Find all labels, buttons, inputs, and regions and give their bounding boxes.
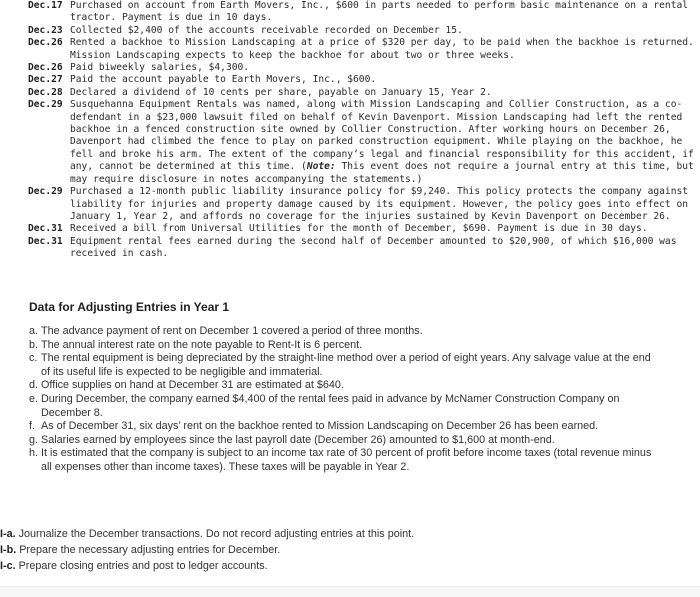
transactions-list — [28, 0, 698, 261]
transaction-text: Purchased a 12-month public liability insurance policy for $9,240. This policy protects the company against liability for injuries and property damage caused by its equipment. However, the policy goes into effect on January 1, Year 2, and affords no coverage for the injuries sustained by Kevin Davenport on December 26. — [70, 186, 689, 222]
note-label: Note: — [306, 161, 336, 173]
transaction-text: Susquehanna Equipment Rentals was named, along with Mission Landscaping and Collier Construction, as a co-defendant in a $23,000 lawsuit filed on behalf of Kevin Davenport. Mission Landscaping had left the rented backhoe in a fenced construction site owned by Collier Construction. After working hours on December 26, Davenport had climbed the fence to play on parked construction equipment. While playing on the backhoe, he fell and broke his arm. The extent of the company’s legal and financial responsibility for this accident, if any, cannot be determined at this time. — [70, 99, 694, 173]
item-letter: e. — [29, 392, 39, 405]
transaction-date: Dec.29 — [28, 186, 63, 198]
transaction-date: Dec.29 — [28, 99, 63, 111]
item-letter: f. — [29, 420, 35, 433]
item-letter: d. — [29, 379, 39, 392]
transaction-entry — [28, 37, 698, 62]
transaction-text: Equipment rental fees earned during the second half of December amounted to $20,900, of which $16,000 was received in cash. — [70, 235, 677, 260]
item-letter: a. — [29, 325, 39, 337]
requirement-text: Prepare closing entries and post to ledger accounts. — [18, 560, 268, 572]
adjusting-item — [29, 379, 661, 393]
transaction-entry — [28, 87, 698, 99]
item-letter: b. — [29, 338, 39, 351]
item-letter: h. — [29, 447, 39, 460]
transaction-entry — [28, 25, 698, 37]
transaction-text: Collected $2,400 of the accounts receivable recorded on December 15. — [70, 24, 463, 36]
requirement-item — [0, 542, 414, 558]
item-text: The rental equipment is being depreciated by the straight-line method over a period of eight years. Any salvage value at the end of its useful life is expected to be negligible and immaterial. — [41, 352, 651, 378]
transaction-entry: Dec.29 Susquehanna Equipment Rentals was named, along with Mission Landscaping and Collier Construction, as a co-defendant in a $23,000 lawsuit filed on behalf of Kevin Davenport. Mission Landscaping had left the rented backhoe in a fenced construction site owned by Collier Construction. After working hours on December 26, Davenport had climbed the fence to play on parked construction equipment. While playing on the backhoe, he fell and broke his arm. The extent of the company’s legal and financial responsibility for this accident, if any, cannot be determined at this time. (Note: This event does not require a journal entry at this time, but may require disclosure in notes accompanying the statements.) — [28, 99, 694, 185]
transaction-date: Dec.31 — [28, 235, 63, 247]
item-text: Office supplies on hand at December 31 are estimated at $640. — [41, 379, 344, 392]
transaction-entry — [28, 223, 698, 235]
adjusting-item — [29, 420, 661, 434]
adjusting-item — [29, 339, 661, 353]
adjusting-list — [29, 325, 661, 475]
transaction-date: Dec.23 — [28, 24, 63, 36]
transaction-entry — [28, 62, 698, 74]
transaction-text: Paid the account payable to Earth Movers, Inc., $600. — [70, 74, 377, 86]
transaction-entry — [28, 0, 698, 25]
item-text: The annual interest rate on the note payable to Rent-It is 6 percent. — [41, 338, 363, 351]
item-text: As of December 31, six days’ rent on the backhoe rented to Mission Landscaping on December 26 has been earned. — [41, 420, 599, 433]
item-text: During December, the company earned $4,400 of the rental fees paid in advance by McNamer Construction Company on December 8. — [41, 392, 620, 419]
transaction-text: Received a bill from Universal Utilities for the month of December, $690. Payment is due in 30 days. — [70, 223, 648, 235]
adjusting-heading: Data for Adjusting Entries in Year 1 — [29, 300, 230, 314]
adjusting-item — [29, 352, 661, 379]
transaction-date: Dec.31 — [28, 223, 63, 235]
adjusting-item — [29, 434, 661, 448]
item-text: The advance payment of rent on December 1 covered a period of three months. — [41, 325, 423, 337]
transaction-date: Dec.26 — [28, 37, 63, 49]
requirement-id: I-c. — [0, 560, 16, 572]
requirements-list — [0, 526, 414, 574]
transaction-date: Dec.28 — [28, 86, 63, 98]
adjusting-item — [29, 447, 661, 474]
transaction-entry — [28, 186, 698, 223]
item-text: It is estimated that the company is subject to an income tax rate of 30 percent of profit before income taxes (total revenue minus all expenses other than income taxes). These taxes will be payable in Year 2. — [41, 447, 652, 473]
item-letter: c. — [29, 352, 38, 365]
transaction-date: Dec.27 — [28, 74, 63, 86]
transaction-entry — [28, 74, 698, 86]
requirement-text: Prepare the necessary adjusting entries for December. — [19, 544, 281, 556]
requirement-item — [0, 558, 414, 574]
requirement-item — [0, 526, 414, 542]
requirement-id: I-b. — [0, 544, 17, 556]
note-text: This event does not require a journal entry at this time, but may require disclosure in notes accompanying the statements. — [70, 161, 694, 185]
item-text: Salaries earned by employees since the last payroll date (December 26) amounted to $1,600 at month-end. — [41, 433, 555, 446]
requirement-id: I-a. — [0, 528, 16, 540]
transaction-text: Paid biweekly salaries, $4,300. — [70, 62, 250, 74]
transaction-text: Purchased on account from Earth Movers, Inc., $600 in parts needed to perform basic maintenance on a rental tractor. Payment is due in 10 days. — [70, 0, 689, 24]
transaction-entry — [28, 236, 698, 261]
item-letter: g. — [29, 433, 39, 446]
transaction-date: Dec.17 — [28, 0, 63, 11]
bottom-divider — [0, 586, 700, 597]
requirement-text: Journalize the December transactions. Do not record adjusting entries at this point. — [18, 528, 415, 540]
adjusting-item — [29, 393, 661, 420]
transaction-text: Rented a backhoe to Mission Landscaping at a price of $320 per day, to be paid when the backhoe is returned. Mission Landscaping expects to keep the backhoe for about two or three weeks. — [70, 37, 694, 61]
transaction-date: Dec.26 — [28, 62, 63, 74]
transaction-text: Declared a dividend of 10 cents per share, payable on January 15, Year 2. — [70, 86, 492, 98]
adjusting-item — [29, 325, 661, 339]
